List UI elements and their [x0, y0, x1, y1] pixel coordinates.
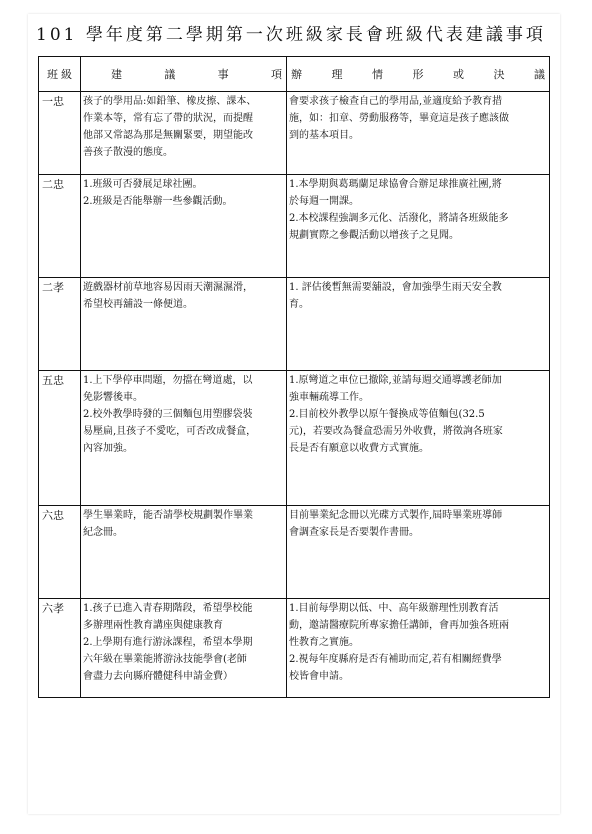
class-cell: 六忠: [39, 506, 81, 599]
handling-cell: [287, 599, 550, 698]
suggestion-cell: [81, 278, 287, 371]
suggestion-line: 希望校再舖設一條便道。: [83, 299, 193, 310]
suggestion-line: 1.孩子已進入青春期階段，希望學校能: [83, 603, 253, 614]
table-row: [39, 92, 550, 175]
handling-cell: [287, 506, 550, 599]
header-char: 議: [534, 67, 545, 81]
header-char: 辦: [291, 67, 302, 81]
suggestion-table: [38, 56, 550, 698]
header-char: 建: [111, 67, 122, 81]
header-char: 理: [331, 67, 343, 81]
handling-line: 會要求孩子檢查自己的學用品,並適度給予教育措: [289, 96, 503, 107]
suggestion-cell: [81, 506, 287, 599]
class-cell: 二孝: [39, 278, 81, 371]
header-char: 或: [453, 67, 464, 81]
suggestion-line: 善孩子散漫的態度。: [83, 147, 173, 158]
handling-line: 校皆會申請。: [289, 671, 349, 682]
suggestion-line: 1.上下學停車問題，勿擋在彎道處，以: [83, 375, 253, 386]
handling-line: 動，邀請醫療院所專家擔任講師，會再加強各班兩: [289, 620, 509, 631]
table-row: [39, 506, 550, 599]
handling-line: 目前畢業紀念冊以光碟方式製作,屆時畢業班導師: [289, 510, 503, 521]
class-cell: 五忠: [39, 371, 81, 506]
table-row: [39, 175, 550, 278]
handling-line: 2.視每年度縣府是否有補助而定,若有相關經費學: [289, 654, 502, 665]
table-row: [39, 278, 550, 371]
handling-line: 長是否有願意以收費方式實施。: [289, 443, 429, 454]
header-suggestion: [81, 57, 287, 92]
suggestion-line: 他部又常認為那是無關緊要，期望能改: [83, 130, 253, 141]
handling-line: 性教育之實施。: [289, 637, 359, 648]
class-cell: 一忠: [39, 92, 81, 175]
handling-line: 1. 評估後暫無需要舖設，會加強學生雨天安全教: [289, 282, 502, 293]
handling-line: 元)，若要改為餐盒恐需另外收費，將徵詢各班家: [289, 426, 503, 437]
header-char: 形: [412, 67, 424, 81]
suggestion-line: 2.班級是否能舉辦一些參觀活動。: [83, 196, 233, 207]
header-char: 情: [372, 67, 383, 81]
suggestion-cell: [81, 599, 287, 698]
suggestion-line: 1.班級可否發展足球社團。: [83, 179, 203, 190]
class-cell: 六孝: [39, 599, 81, 698]
suggestion-line: 2.校外教學時發的三個麵包用塑膠袋裝: [83, 409, 253, 420]
header-char: 項: [270, 67, 282, 81]
suggestion-line: 六年級在畢業能將游泳技能學會(老師: [83, 654, 247, 665]
suggestion-line: 作業本等，常有忘了帶的狀況，而提醒: [83, 113, 253, 124]
suggestion-line: 學生畢業時，能否請學校規劃製作畢業: [83, 510, 253, 521]
header-char: 事: [217, 67, 229, 81]
suggestion-line: 2.上學期有進行游泳課程，希望本學期: [83, 637, 253, 648]
handling-cell: [287, 371, 550, 506]
table-row: [39, 599, 550, 698]
handling-line: 1.本學期與葛瑪蘭足球協會合辦足球推廣社團,將: [289, 179, 502, 190]
handling-line: 規劃實際之參觀活動以增孩子之見聞。: [289, 230, 459, 241]
suggestion-cell: [81, 92, 287, 175]
handling-line: 強車輛疏導工作。: [289, 392, 369, 403]
suggestion-line: 免影響後車。: [83, 392, 143, 403]
handling-line: 施，如：扣章、勞動服務等，畢竟這是孩子應該做: [289, 113, 509, 124]
handling-line: 育。: [289, 299, 309, 310]
header-char: 級: [61, 67, 72, 81]
header-class: [39, 57, 81, 92]
handling-cell: [287, 278, 550, 371]
header-char: 決: [493, 67, 505, 81]
handling-line: 會調查家長是否要製作書冊。: [289, 527, 419, 538]
table-row: [39, 371, 550, 506]
suggestion-line: 多辦理兩性教育講座與健康教育: [83, 620, 223, 631]
suggestion-cell: [81, 175, 287, 278]
handling-line: 2.本校課程強調多元化、活潑化，將請各班級能多: [289, 213, 509, 224]
suggestion-line: 內容加強。: [83, 443, 133, 454]
table-header-row: [39, 57, 550, 92]
handling-line: 1.原彎道之車位已撤除,並請每週交通導護老師加: [289, 375, 502, 386]
suggestion-line: 孩子的學用品:如鉛筆、橡皮擦、課本、: [83, 96, 257, 107]
suggestion-line: 遊戲器材前草地容易因雨天潮濕濕滑，: [83, 282, 253, 293]
suggestion-line: 紀念冊。: [83, 527, 123, 538]
handling-line: 1.目前每學期以低、中、高年級辦理性別教育活: [289, 603, 499, 614]
handling-cell: [287, 92, 550, 175]
header-char: 班: [47, 67, 58, 81]
handling-line: 2.目前校外教學以原午餐換成等值麵包(32.5: [289, 409, 485, 420]
handling-line: 到的基本項目。: [289, 130, 359, 141]
suggestion-cell: [81, 371, 287, 506]
suggestion-line: 會盡力去向縣府體健科申請金費）: [83, 671, 233, 682]
header-handling: [287, 57, 550, 92]
suggestion-line: 易壓扁,且孩子不愛吃，可否改成餐盒，: [83, 426, 257, 437]
handling-line: 於每週一開課。: [289, 196, 359, 207]
page-title: 101 學年度第二學期第一次班級家長會班級代表建議事項: [36, 25, 546, 45]
handling-cell: [287, 175, 550, 278]
class-cell: 二忠: [39, 175, 81, 278]
header-char: 議: [164, 67, 176, 81]
